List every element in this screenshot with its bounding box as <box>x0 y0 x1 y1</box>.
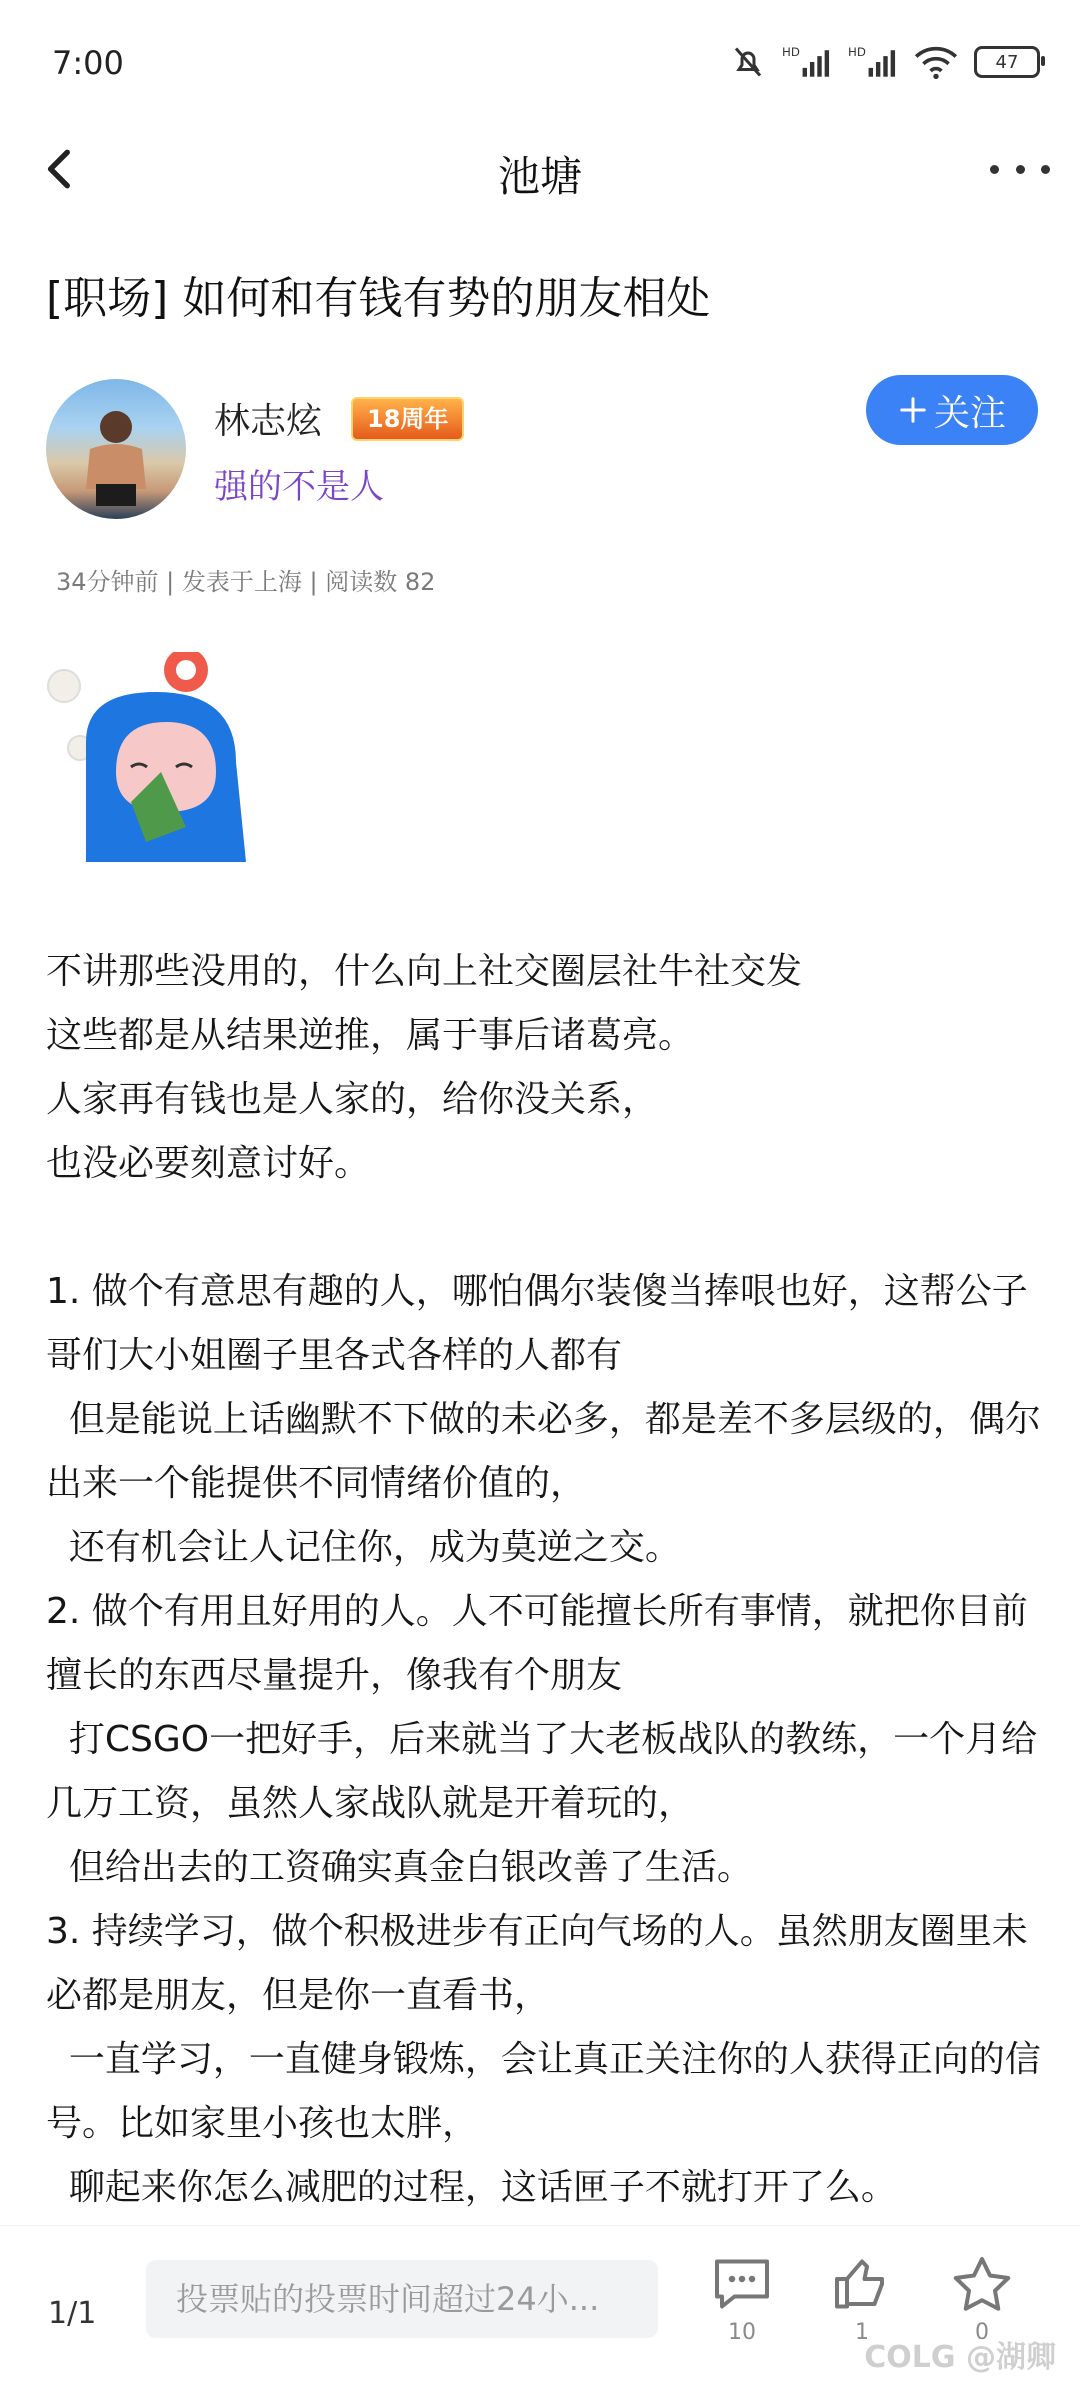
content-paragraph: 这些都是从结果逆推，属于事后诸葛亮。 <box>46 1015 695 1056</box>
content-paragraph: 但是能说上话幽默不下做的未必多，都是差不多层级的，偶尔出来一个能提供不同情绪价值的， <box>46 1399 1041 1504</box>
bottom-bar <box>0 2225 1080 2401</box>
page-title: 池塘 <box>497 152 582 201</box>
post-title: [职场] 如何和有钱有势的朋友相处 <box>46 273 711 324</box>
anniversary-badge: 18周年 <box>351 397 464 441</box>
nav-bar <box>0 120 1080 220</box>
more-button[interactable] <box>990 144 1050 194</box>
paragraph-gap <box>46 1196 1046 1260</box>
content-paragraph: 还有机会让人记住你，成为莫逆之交。 <box>46 1527 681 1568</box>
more-dots-icon <box>990 165 999 174</box>
post-content <box>46 940 1046 2220</box>
content-paragraph: 2. 做个有用且好用的人。人不可能擅长所有事情，就把你目前擅长的东西尽量提升，像我有个朋友 <box>46 1591 1028 1696</box>
content-paragraph: 打CSGO一把好手，后来就当了大老板战队的教练，一个月给几万工资，虽然人家战队就是开着玩的， <box>46 1719 1038 1824</box>
content-paragraph: 3. 持续学习，做个积极进步有正向气场的人。虽然朋友圈里未必都是朋友，但是你一直看书， <box>46 1911 1028 2016</box>
avatar[interactable] <box>46 379 186 519</box>
svg-text:HD: HD <box>848 45 866 60</box>
content-paragraph: 1. 做个有意思有趣的人，哪怕偶尔装傻当捧哏也好，这帮公子哥们大小姐圈子里各式各样的人都有 <box>46 1271 1028 1376</box>
content-paragraph: 但给出去的工资确实真金白银改善了生活。 <box>46 1847 753 1888</box>
battery-icon: 47 <box>974 46 1040 78</box>
hd-signal-icon <box>782 44 832 80</box>
more-dot <box>1016 165 1025 174</box>
comment-count: 10 <box>728 2320 756 2345</box>
svg-text:HD: HD <box>782 45 800 60</box>
post-meta: 34分钟前 | 发表于上海 | 阅读数 82 <box>56 568 436 596</box>
content-paragraph: 不讲那些没用的，什么向上社交圈层社牛社交发 <box>46 951 803 992</box>
author-signature: 强的不是人 <box>214 467 384 507</box>
hd-signal-icon <box>848 44 898 80</box>
favorite-count: 0 <box>975 2320 989 2345</box>
mute-bell-icon <box>730 44 766 80</box>
status-bar <box>0 0 1080 120</box>
comment-icon <box>712 2256 772 2312</box>
avatar-image <box>46 379 186 519</box>
thumbs-up-icon <box>832 2256 892 2312</box>
comment-input[interactable]: 投票贴的投票时间超过24小... <box>146 2260 658 2338</box>
watermark: COLG @湖卿 <box>864 2340 1056 2375</box>
status-time: 7:00 <box>52 44 124 82</box>
sticker-character-icon <box>46 652 256 862</box>
follow-label: 关注 <box>933 392 1006 434</box>
star-icon <box>952 2256 1012 2312</box>
follow-button[interactable] <box>866 375 1038 445</box>
plus-icon <box>898 395 928 425</box>
author-name[interactable]: 林志炫 <box>214 401 323 442</box>
content-paragraph: 也没必要刻意讨好。 <box>46 1143 371 1184</box>
content-paragraph: 一直学习，一直健身锻炼，会让真正关注你的人获得正向的信号。比如家里小孩也太胖， <box>46 2039 1041 2144</box>
content-paragraph: 聊起来你怎么减肥的过程，这话匣子不就打开了么。 <box>46 2167 897 2208</box>
page-indicator[interactable]: 1/1 <box>48 2296 97 2331</box>
sticker-image <box>46 652 256 862</box>
wifi-icon <box>914 44 958 80</box>
more-dot <box>1041 165 1050 174</box>
author-block <box>46 375 1046 525</box>
content-paragraph: 人家再有钱也是人家的，给你没关系， <box>46 1079 659 1120</box>
status-icons <box>730 40 1040 84</box>
comment-button[interactable] <box>702 2256 782 2345</box>
like-count: 1 <box>855 2320 869 2345</box>
